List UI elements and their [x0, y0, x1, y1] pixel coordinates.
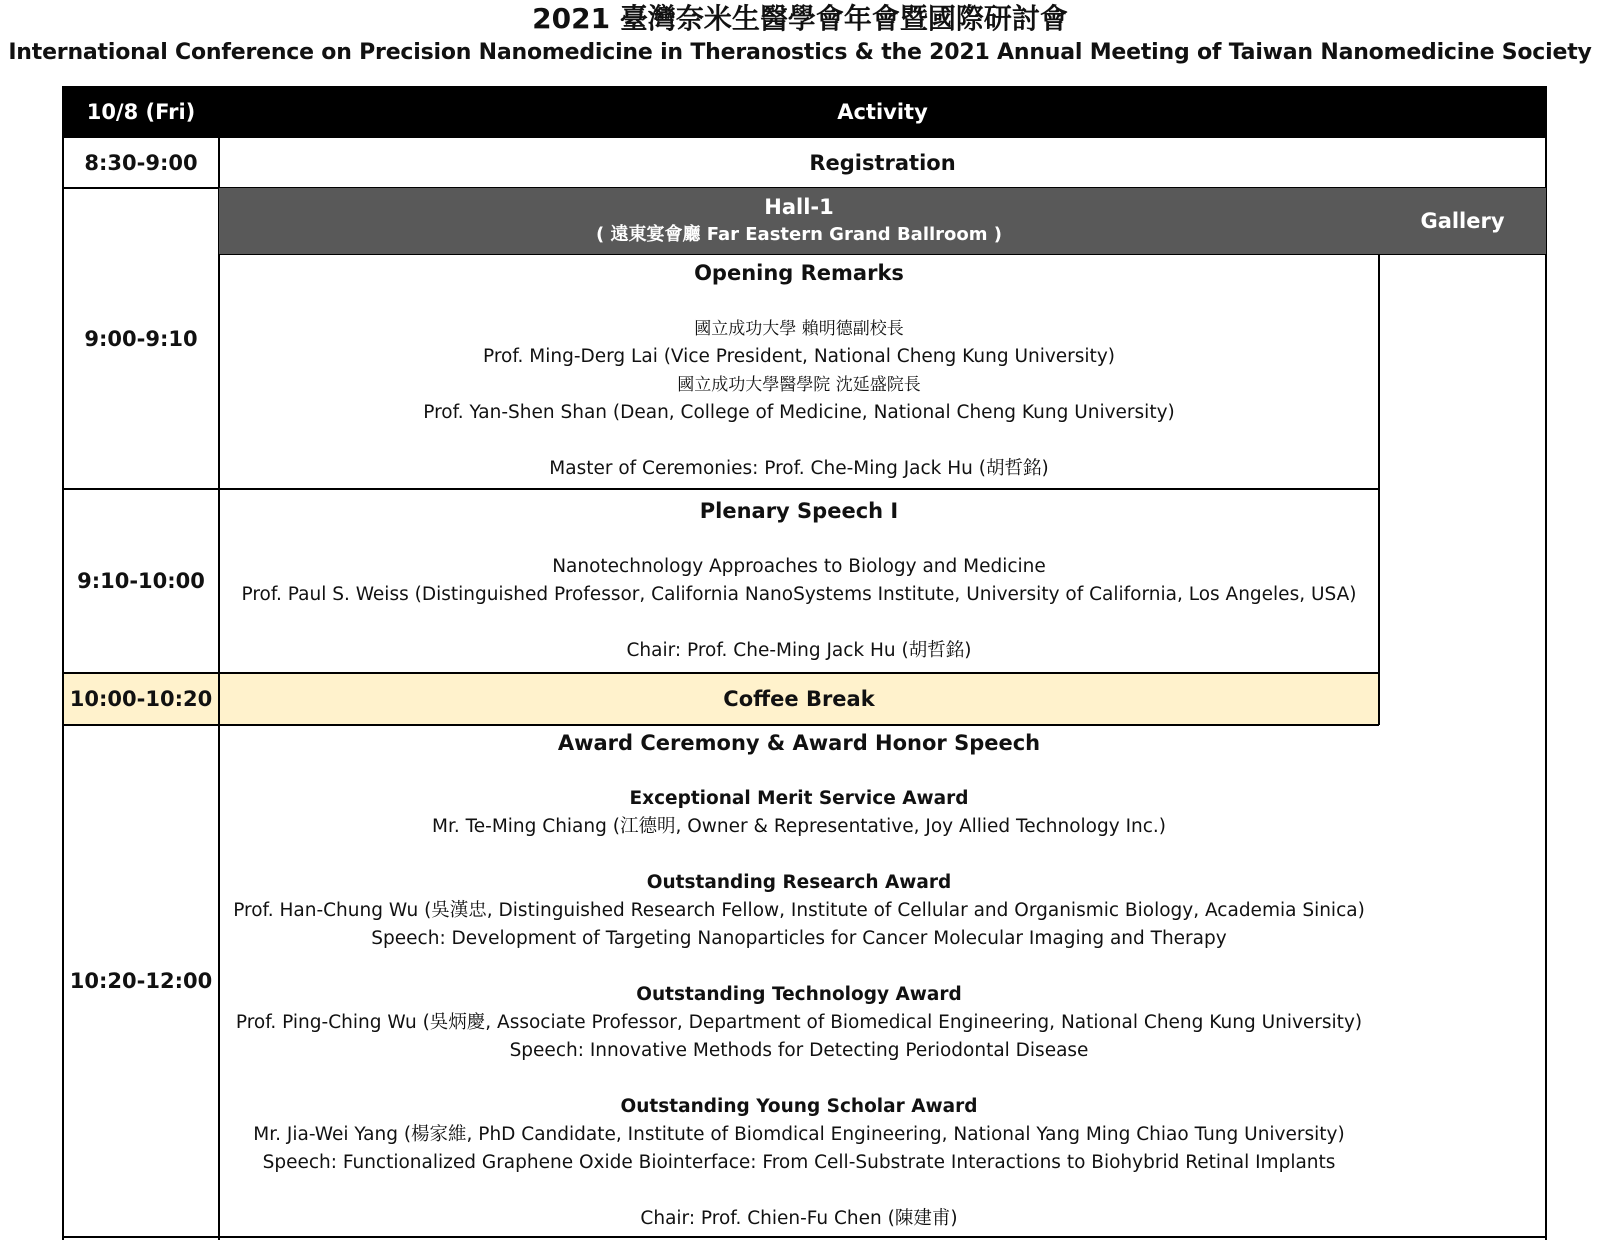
plenary-chair: Chair: Prof. Che-Ming Jack Hu (胡哲銘) [626, 640, 972, 661]
coffee-break-time [64, 674, 218, 724]
coffee-break-cell [220, 674, 1378, 724]
hall-1-location: ( 遠東宴會廳 Far Eastern Grand Ballroom ) [595, 224, 1003, 245]
page-title-chinese: 2021 臺灣奈米生醫學會年會暨國際研討會 [532, 2, 1068, 35]
award-time-label: 10:20-12:00 [69, 969, 213, 993]
registration-label: Registration [809, 150, 956, 175]
young-scholar-award-speech: Speech: Functionalized Graphene Oxide Biointerface: From Cell-Substrate Interactions to Biohybrid Retinal Implants [262, 1152, 1336, 1173]
activity-column-header [219, 86, 1546, 137]
plenary-time-label: 9:10-10:00 [77, 569, 205, 593]
opening-title: Opening Remarks [694, 261, 904, 285]
date-column-header [63, 86, 219, 137]
registration-time-label: 8:30-9:00 [84, 150, 198, 175]
coffee-break-label: Coffee Break [723, 687, 875, 711]
opening-line: Prof. Ming-Derg Lai (Vice President, National Cheng Kung University) [483, 346, 1115, 367]
award-title: Award Ceremony & Award Honor Speech [557, 731, 1041, 755]
gallery-label: Gallery [1420, 209, 1505, 233]
research-award-speech: Speech: Development of Targeting Nanoparticles for Cancer Molecular Imaging and Therapy [371, 928, 1227, 949]
plenary-speaker: Prof. Paul S. Weiss (Distinguished Professor, California NanoSystems Institute, University of California, Los Angeles, USA) [241, 584, 1357, 605]
opening-remarks-cell [219, 259, 1379, 489]
technology-award-title: Outstanding Technology Award [636, 984, 962, 1005]
opening-time [63, 188, 219, 489]
research-award-title: Outstanding Research Award [646, 872, 952, 893]
plenary-time [63, 489, 219, 673]
plenary-topic: Nanotechnology Approaches to Biology and Medicine [552, 556, 1046, 577]
registration-time [63, 137, 219, 188]
research-award-recipient: Prof. Han-Chung Wu (吳漢忠, Distinguished Research Fellow, Institute of Cellular and Organismic Biology, Academia Sinica) [233, 900, 1365, 921]
opening-line: Prof. Yan-Shen Shan (Dean, College of Medicine, National Cheng Kung University) [423, 402, 1175, 423]
merit-award-title: Exceptional Merit Service Award [629, 788, 969, 809]
hall-1-name: Hall-1 [764, 195, 834, 219]
award-time [63, 725, 219, 1237]
award-chair: Chair: Prof. Chien-Fu Chen (陳建甫) [640, 1208, 958, 1229]
opening-line: 國立成功大學醫學院 沈延盛院長 [677, 375, 921, 395]
opening-time-label: 9:00-9:10 [84, 326, 198, 351]
hall-1-header [219, 188, 1379, 254]
coffee-break-time-label: 10:00-10:20 [69, 687, 213, 711]
gallery-header [1379, 188, 1546, 254]
technology-award-recipient: Prof. Ping-Ching Wu (吳炳慶, Associate Professor, Department of Biomedical Engineering, National Cheng Kung University) [235, 1012, 1363, 1033]
plenary-title: Plenary Speech I [699, 499, 899, 523]
young-scholar-award-recipient: Mr. Jia-Wei Yang (楊家維, PhD Candidate, Institute of Biomdical Engineering, National Yang Ming Chiao Tung University) [253, 1124, 1345, 1145]
opening-line: 國立成功大學 賴明德副校長 [694, 319, 904, 339]
activity-header-label: Activity [837, 99, 928, 124]
award-ceremony-cell [219, 729, 1379, 1237]
date-header-label: 10/8 (Fri) [86, 99, 196, 124]
technology-award-speech: Speech: Innovative Methods for Detecting Periodontal Disease [509, 1040, 1089, 1061]
young-scholar-award-title: Outstanding Young Scholar Award [620, 1096, 978, 1117]
master-of-ceremonies: Master of Ceremonies: Prof. Che-Ming Jack Hu (胡哲銘) [549, 458, 1049, 479]
merit-award-recipient: Mr. Te-Ming Chiang (江德明, Owner & Representative, Joy Allied Technology Inc.) [431, 816, 1167, 837]
registration-cell [219, 137, 1546, 188]
page-title-english: International Conference on Precision Nanomedicine in Theranostics & the 2021 Annual Meeting of Taiwan Nanomedicine Society [8, 40, 1592, 65]
plenary-speech-cell [219, 497, 1379, 673]
